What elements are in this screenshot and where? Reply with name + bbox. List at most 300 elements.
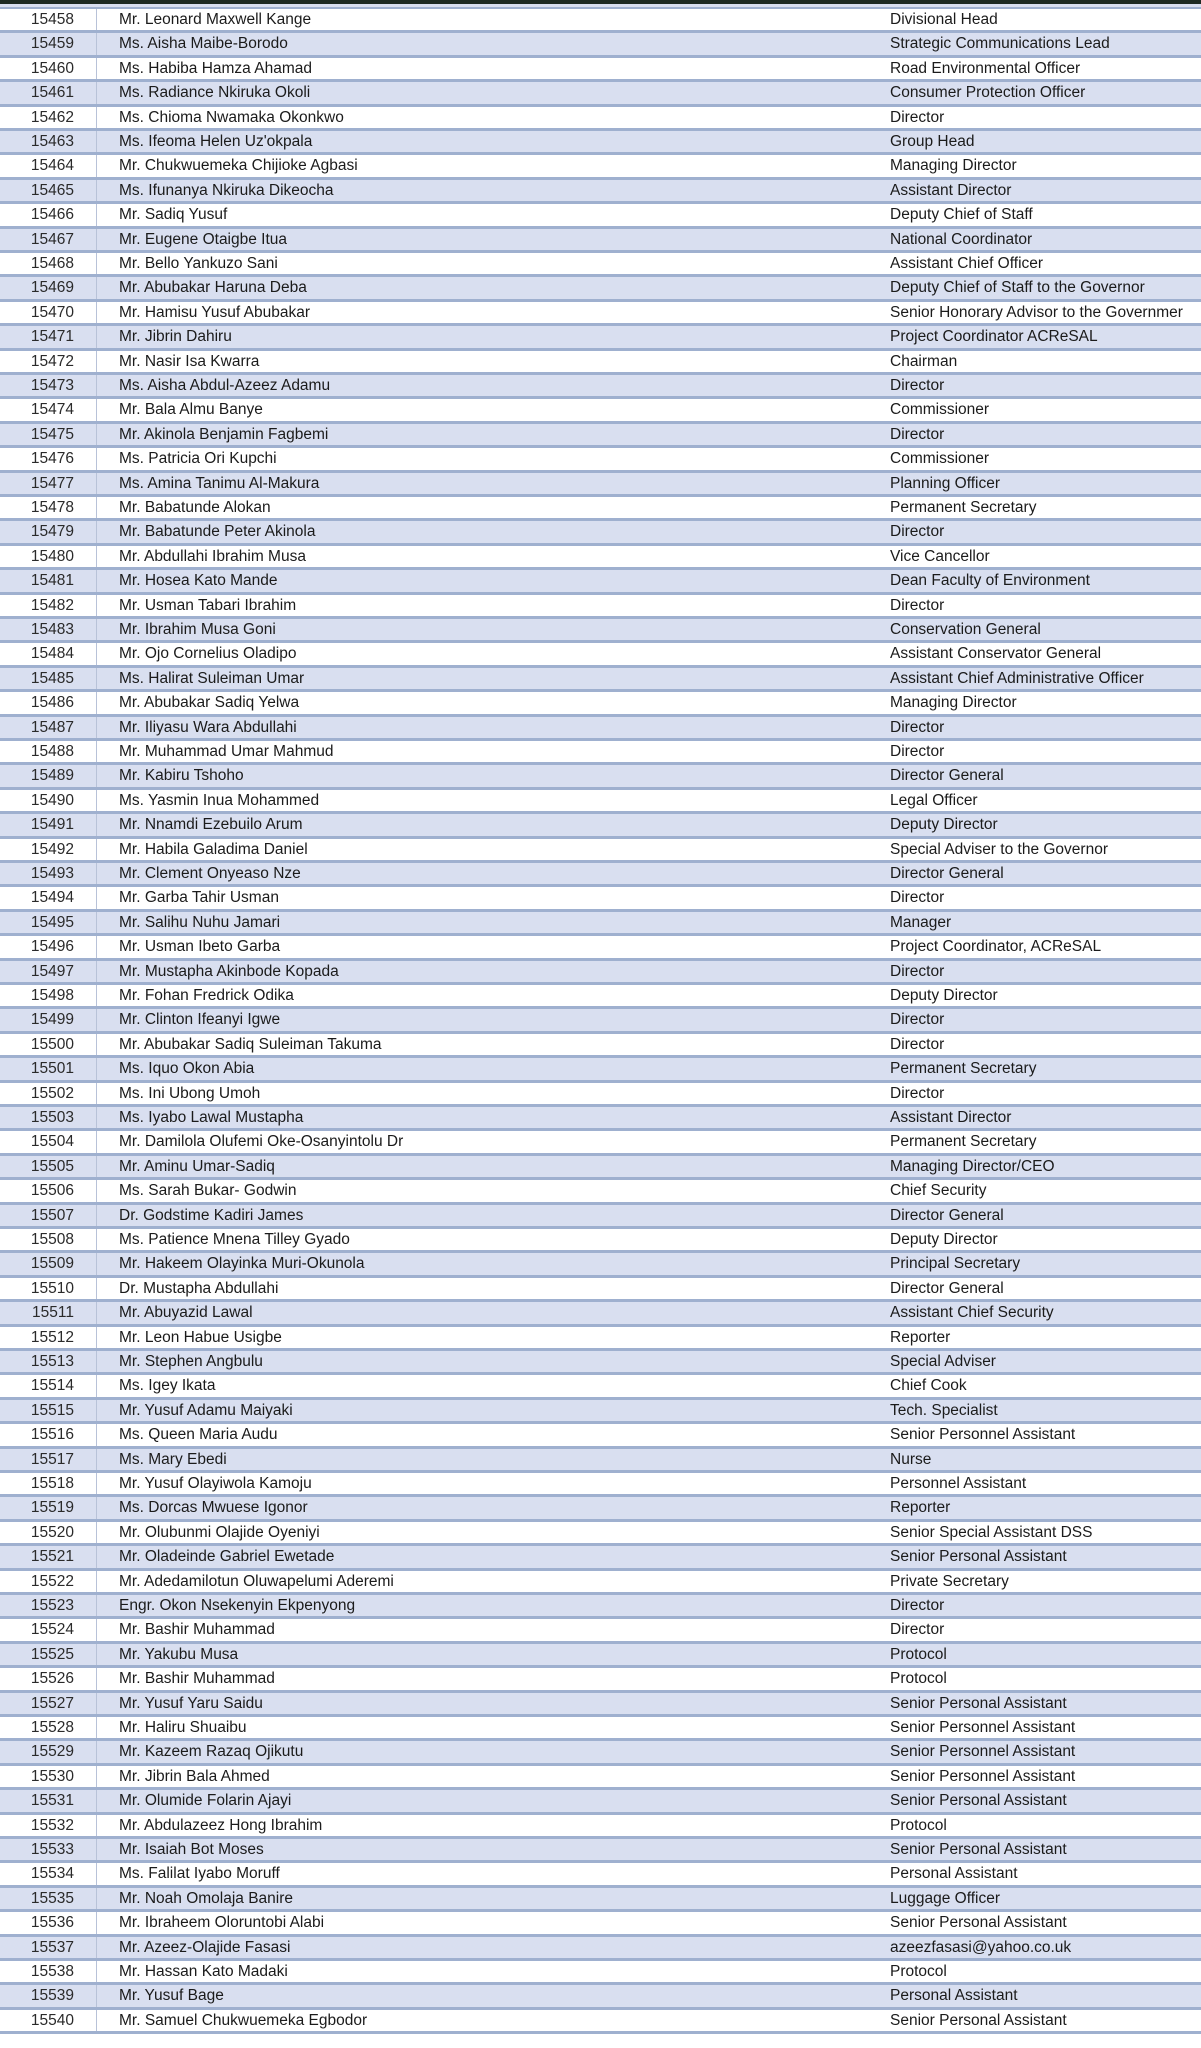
table-row[interactable] bbox=[0, 1034, 1201, 1058]
table-row[interactable] bbox=[0, 863, 1201, 887]
table-row[interactable] bbox=[0, 1278, 1201, 1302]
table-row[interactable] bbox=[0, 1985, 1201, 2009]
position-cell[interactable]: Senior Personnel Assistant bbox=[890, 1719, 1076, 1736]
row-number-cell[interactable]: 15460 bbox=[30, 59, 74, 77]
position-cell[interactable]: Planning Officer bbox=[890, 474, 1000, 492]
table-row[interactable] bbox=[0, 1790, 1201, 1814]
table-row[interactable] bbox=[0, 1083, 1201, 1107]
table-row[interactable] bbox=[0, 1497, 1201, 1521]
table-row[interactable] bbox=[0, 9, 1201, 33]
row-number-cell[interactable]: 15495 bbox=[30, 913, 74, 931]
table-row[interactable] bbox=[0, 1595, 1201, 1619]
name-cell[interactable]: Mr. Usman Ibeto Garba bbox=[96, 936, 884, 957]
name-cell[interactable]: Ms. Halirat Suleiman Umar bbox=[96, 668, 884, 689]
table-row[interactable] bbox=[0, 1912, 1201, 1936]
name-cell[interactable]: Mr. Noah Omolaja Banire bbox=[96, 1888, 884, 1909]
name-cell[interactable]: Mr. Babatunde Peter Akinola bbox=[96, 521, 884, 542]
table-row[interactable] bbox=[0, 961, 1201, 985]
name-cell[interactable]: Mr. Bashir Muhammad bbox=[96, 1619, 884, 1640]
row-number-cell[interactable]: 15483 bbox=[30, 621, 74, 638]
table-row[interactable] bbox=[0, 1180, 1201, 1204]
position-cell[interactable]: Permanent Secretary bbox=[890, 1060, 1037, 1078]
name-cell[interactable]: Mr. Hosea Kato Mande bbox=[96, 570, 884, 591]
table-row[interactable] bbox=[0, 1522, 1201, 1546]
position-cell[interactable]: Reporter bbox=[890, 1499, 951, 1517]
name-cell[interactable]: Dr. Godstime Kadiri James bbox=[96, 1205, 884, 1226]
table-row[interactable] bbox=[0, 58, 1201, 82]
name-cell[interactable]: Mr. Garba Tahir Usman bbox=[96, 887, 884, 908]
row-number-cell[interactable]: 15522 bbox=[30, 1572, 74, 1590]
position-cell[interactable]: Dean Faculty of Environment bbox=[890, 572, 1090, 590]
spreadsheet-table[interactable] bbox=[0, 4, 1201, 2048]
name-cell[interactable]: Mr. Jibrin Dahiru bbox=[96, 326, 884, 347]
table-row[interactable] bbox=[0, 546, 1201, 570]
row-number-cell[interactable]: 15467 bbox=[30, 230, 74, 248]
position-cell[interactable]: Protocol bbox=[890, 1963, 947, 1980]
table-row[interactable] bbox=[0, 1644, 1201, 1668]
row-number-cell[interactable]: 15506 bbox=[30, 1182, 74, 1200]
position-cell[interactable]: Assistant Chief Security bbox=[890, 1304, 1054, 1322]
row-number-cell[interactable]: 15480 bbox=[30, 547, 74, 565]
name-cell[interactable]: Ms. Habiba Hamza Ahamad bbox=[96, 58, 884, 79]
table-row[interactable] bbox=[0, 692, 1201, 716]
name-cell[interactable]: Ms. Dorcas Mwuese Igonor bbox=[96, 1497, 884, 1518]
table-row[interactable] bbox=[0, 1107, 1201, 1131]
name-cell[interactable]: Mr. Haliru Shuaibu bbox=[96, 1717, 884, 1738]
row-number-cell[interactable]: 15487 bbox=[30, 718, 74, 736]
name-cell[interactable]: Ms. Aisha Abdul-Azeez Adamu bbox=[96, 375, 884, 396]
table-row[interactable] bbox=[0, 1888, 1201, 1912]
position-cell[interactable]: Director bbox=[890, 1597, 945, 1614]
row-number-cell[interactable]: 15508 bbox=[30, 1231, 74, 1248]
position-cell[interactable]: Director General bbox=[890, 865, 1004, 882]
name-cell[interactable]: Mr. Abubakar Haruna Deba bbox=[96, 277, 884, 298]
name-cell[interactable]: Mr. Kabiru Tshoho bbox=[96, 765, 884, 786]
table-row[interactable] bbox=[0, 277, 1201, 301]
position-cell[interactable]: Director bbox=[890, 108, 945, 126]
table-row[interactable] bbox=[0, 741, 1201, 765]
position-cell[interactable]: Director General bbox=[890, 1206, 1004, 1224]
row-number-cell[interactable]: 15485 bbox=[30, 669, 74, 687]
position-cell[interactable]: Consumer Protection Officer bbox=[890, 84, 1086, 102]
position-cell[interactable]: Assistant Chief Officer bbox=[890, 255, 1044, 272]
position-cell[interactable]: National Coordinator bbox=[890, 230, 1033, 248]
row-number-cell[interactable]: 15475 bbox=[30, 425, 74, 443]
position-cell[interactable]: Private Secretary bbox=[890, 1572, 1009, 1590]
name-cell[interactable]: Mr. Babatunde Alokan bbox=[96, 497, 884, 518]
row-number-cell[interactable]: 15494 bbox=[30, 889, 74, 907]
name-cell[interactable]: Ms. Iyabo Lawal Mustapha bbox=[96, 1107, 884, 1128]
row-number-cell[interactable]: 15489 bbox=[30, 767, 74, 785]
position-cell[interactable]: Principal Secretary bbox=[890, 1255, 1021, 1273]
name-cell[interactable]: Mr. Clinton Ifeanyi Igwe bbox=[96, 1009, 884, 1030]
table-row[interactable] bbox=[0, 131, 1201, 155]
name-cell[interactable]: Mr. Bello Yankuzo Sani bbox=[96, 253, 884, 274]
position-cell[interactable]: Senior Personal Assistant bbox=[890, 1841, 1067, 1858]
table-row[interactable] bbox=[0, 1937, 1201, 1961]
name-cell[interactable]: Mr. Kazeem Razaq Ojikutu bbox=[96, 1741, 884, 1762]
row-number-cell[interactable]: 15465 bbox=[30, 181, 74, 199]
table-row[interactable] bbox=[0, 887, 1201, 911]
table-row[interactable] bbox=[0, 1156, 1201, 1180]
row-number-cell[interactable]: 15505 bbox=[30, 1157, 74, 1175]
name-cell[interactable]: Mr. Aminu Umar-Sadiq bbox=[96, 1156, 884, 1177]
name-cell[interactable]: Mr. Usman Tabari Ibrahim bbox=[96, 595, 884, 616]
name-cell[interactable]: Mr. Mustapha Akinbode Kopada bbox=[96, 961, 884, 982]
position-cell[interactable]: Managing Director/CEO bbox=[890, 1157, 1055, 1175]
position-cell[interactable]: Senior Personnel Assistant bbox=[890, 1767, 1076, 1785]
row-number-cell[interactable]: 15504 bbox=[30, 1133, 74, 1151]
position-cell[interactable]: Senior Personal Assistant bbox=[890, 1694, 1067, 1712]
table-row[interactable] bbox=[0, 619, 1201, 643]
row-number-cell[interactable]: 15517 bbox=[30, 1450, 74, 1468]
row-number-cell[interactable]: 15539 bbox=[30, 1987, 74, 2005]
position-cell[interactable]: Director bbox=[890, 889, 945, 907]
row-number-cell[interactable]: 15500 bbox=[30, 1035, 74, 1053]
row-number-cell[interactable]: 15486 bbox=[30, 694, 74, 712]
row-number-cell[interactable]: 15513 bbox=[30, 1353, 74, 1370]
row-number-cell[interactable]: 15509 bbox=[30, 1255, 74, 1273]
table-row[interactable] bbox=[0, 814, 1201, 838]
position-cell[interactable]: Deputy Director bbox=[890, 987, 998, 1004]
position-cell[interactable]: Commissioner bbox=[890, 401, 990, 419]
name-cell[interactable]: Mr. Jibrin Bala Ahmed bbox=[96, 1766, 884, 1787]
row-number-cell[interactable]: 15478 bbox=[30, 499, 74, 516]
position-cell[interactable]: Director bbox=[890, 962, 945, 980]
name-cell[interactable]: Ms. Chioma Nwamaka Okonkwo bbox=[96, 107, 884, 128]
row-number-cell[interactable]: 15499 bbox=[30, 1011, 74, 1029]
table-row[interactable] bbox=[0, 1375, 1201, 1399]
name-cell[interactable]: Mr. Clement Onyeaso Nze bbox=[96, 863, 884, 884]
position-cell[interactable]: Divisional Head bbox=[890, 11, 998, 28]
table-row[interactable] bbox=[0, 1741, 1201, 1765]
row-number-cell[interactable]: 15540 bbox=[30, 2011, 74, 2029]
table-row[interactable] bbox=[0, 1058, 1201, 1082]
row-number-cell[interactable]: 15493 bbox=[30, 865, 74, 882]
name-cell[interactable]: Ms. Ini Ubong Umoh bbox=[96, 1083, 884, 1104]
row-number-cell[interactable]: 15464 bbox=[30, 157, 74, 175]
name-cell[interactable]: Mr. Oladeinde Gabriel Ewetade bbox=[96, 1546, 884, 1567]
table-row[interactable] bbox=[0, 473, 1201, 497]
table-row[interactable] bbox=[0, 985, 1201, 1009]
row-number-cell[interactable]: 15528 bbox=[30, 1719, 74, 1736]
table-row[interactable] bbox=[0, 204, 1201, 228]
name-cell[interactable]: Mr. Azeez-Olajide Fasasi bbox=[96, 1937, 884, 1958]
row-number-cell[interactable]: 15516 bbox=[30, 1426, 74, 1444]
row-number-cell[interactable]: 15514 bbox=[30, 1377, 74, 1395]
row-number-cell[interactable]: 15491 bbox=[30, 816, 74, 834]
row-number-cell[interactable]: 15490 bbox=[30, 791, 74, 809]
position-cell[interactable]: Project Coordinator ACReSAL bbox=[890, 328, 1098, 346]
position-cell[interactable]: Senior Personal Assistant bbox=[890, 2011, 1067, 2029]
name-cell[interactable]: Ms. Igey Ikata bbox=[96, 1375, 884, 1396]
name-cell[interactable]: Ms. Patience Mnena Tilley Gyado bbox=[96, 1229, 884, 1250]
row-number-cell[interactable]: 15535 bbox=[30, 1889, 74, 1907]
table-row[interactable] bbox=[0, 1253, 1201, 1277]
position-cell[interactable]: Special Adviser to the Governor bbox=[890, 840, 1108, 858]
row-number-cell[interactable]: 15536 bbox=[30, 1914, 74, 1932]
position-cell[interactable]: Strategic Communications Lead bbox=[890, 35, 1110, 53]
row-number-cell[interactable]: 15473 bbox=[30, 377, 74, 394]
table-row[interactable] bbox=[0, 1839, 1201, 1863]
position-cell[interactable]: azeezfasasi@yahoo.co.uk bbox=[890, 1938, 1072, 1956]
name-cell[interactable]: Mr. Akinola Benjamin Fagbemi bbox=[96, 424, 884, 445]
name-cell[interactable]: Mr. Yusuf Adamu Maiyaki bbox=[96, 1400, 884, 1421]
table-row[interactable] bbox=[0, 229, 1201, 253]
row-number-cell[interactable]: 15476 bbox=[30, 450, 74, 468]
table-row[interactable] bbox=[0, 302, 1201, 326]
name-cell[interactable]: Mr. Yusuf Olayiwola Kamoju bbox=[96, 1473, 884, 1494]
position-cell[interactable]: Director bbox=[890, 1084, 945, 1102]
position-cell[interactable]: Protocol bbox=[890, 1645, 947, 1663]
table-row[interactable] bbox=[0, 253, 1201, 277]
name-cell[interactable]: Ms. Aisha Maibe-Borodo bbox=[96, 33, 884, 54]
position-cell[interactable]: Legal Officer bbox=[890, 791, 978, 809]
row-number-cell[interactable]: 15474 bbox=[30, 401, 74, 419]
position-cell[interactable]: Senior Personnel Assistant bbox=[890, 1743, 1076, 1761]
table-row[interactable] bbox=[0, 1863, 1201, 1887]
row-number-cell[interactable]: 15497 bbox=[30, 962, 74, 980]
row-number-cell[interactable]: 15530 bbox=[30, 1767, 74, 1785]
row-number-cell[interactable]: 15470 bbox=[30, 303, 74, 321]
position-cell[interactable]: Director bbox=[890, 596, 945, 614]
table-row[interactable] bbox=[0, 375, 1201, 399]
row-number-cell[interactable]: 15521 bbox=[30, 1548, 74, 1566]
name-cell[interactable]: Mr. Damilola Olufemi Oke-Osanyintolu Dr bbox=[96, 1131, 884, 1152]
row-number-cell[interactable]: 15461 bbox=[30, 84, 74, 102]
position-cell[interactable]: Senior Personnel Assistant bbox=[890, 1426, 1076, 1444]
position-cell[interactable]: Chief Security bbox=[890, 1182, 987, 1200]
position-cell[interactable]: Director bbox=[890, 523, 945, 541]
position-cell[interactable]: Chief Cook bbox=[890, 1377, 967, 1395]
name-cell[interactable]: Mr. Nnamdi Ezebuilo Arum bbox=[96, 814, 884, 835]
position-cell[interactable]: Nurse bbox=[890, 1450, 932, 1468]
table-row[interactable] bbox=[0, 1815, 1201, 1839]
position-cell[interactable]: Protocol bbox=[890, 1670, 947, 1688]
row-number-cell[interactable]: 15507 bbox=[30, 1206, 74, 1224]
table-row[interactable] bbox=[0, 1302, 1201, 1326]
position-cell[interactable]: Managing Director bbox=[890, 157, 1017, 175]
row-number-cell[interactable]: 15518 bbox=[30, 1475, 74, 1492]
table-row[interactable] bbox=[0, 595, 1201, 619]
table-row[interactable] bbox=[0, 399, 1201, 423]
position-cell[interactable]: Managing Director bbox=[890, 694, 1017, 712]
name-cell[interactable]: Mr. Olubunmi Olajide Oyeniyi bbox=[96, 1522, 884, 1543]
table-row[interactable] bbox=[0, 33, 1201, 57]
name-cell[interactable]: Mr. Leon Habue Usigbe bbox=[96, 1327, 884, 1348]
name-cell[interactable]: Ms. Ifeoma Helen Uz'okpala bbox=[96, 131, 884, 152]
position-cell[interactable]: Director bbox=[890, 425, 945, 443]
name-cell[interactable]: Engr. Okon Nsekenyin Ekpenyong bbox=[96, 1595, 884, 1616]
table-row[interactable] bbox=[0, 82, 1201, 106]
name-cell[interactable]: Mr. Stephen Angbulu bbox=[96, 1351, 884, 1372]
table-row[interactable] bbox=[0, 448, 1201, 472]
row-number-cell[interactable]: 15477 bbox=[30, 474, 74, 492]
row-number-cell[interactable]: 15525 bbox=[30, 1645, 74, 1663]
row-number-cell[interactable]: 15468 bbox=[30, 255, 74, 272]
name-cell[interactable]: Mr. Fohan Fredrick Odika bbox=[96, 985, 884, 1006]
name-cell[interactable]: Ms. Mary Ebedi bbox=[96, 1449, 884, 1470]
name-cell[interactable]: Mr. Chukwuemeka Chijioke Agbasi bbox=[96, 155, 884, 176]
row-number-cell[interactable]: 15458 bbox=[30, 11, 74, 28]
table-row[interactable] bbox=[0, 1131, 1201, 1155]
name-cell[interactable]: Mr. Muhammad Umar Mahmud bbox=[96, 741, 884, 762]
position-cell[interactable]: Assistant Chief Administrative Officer bbox=[890, 669, 1144, 687]
name-cell[interactable]: Mr. Ibrahim Musa Goni bbox=[96, 619, 884, 640]
name-cell[interactable]: Mr. Leonard Maxwell Kange bbox=[96, 9, 884, 30]
row-number-cell[interactable]: 15510 bbox=[30, 1279, 74, 1297]
position-cell[interactable]: Permanent Secretary bbox=[890, 499, 1037, 516]
name-cell[interactable]: Mr. Ojo Cornelius Oladipo bbox=[96, 643, 884, 664]
table-row[interactable] bbox=[0, 790, 1201, 814]
row-number-cell[interactable]: 15492 bbox=[30, 840, 74, 858]
row-number-cell[interactable]: 15524 bbox=[30, 1621, 74, 1639]
table-row[interactable] bbox=[0, 1351, 1201, 1375]
position-cell[interactable]: Senior Special Assistant DSS bbox=[890, 1523, 1093, 1541]
position-cell[interactable]: Director General bbox=[890, 767, 1004, 785]
name-cell[interactable]: Mr. Yakubu Musa bbox=[96, 1644, 884, 1665]
position-cell[interactable]: Protocol bbox=[890, 1816, 947, 1834]
row-number-cell[interactable]: 15511 bbox=[32, 1304, 74, 1322]
position-cell[interactable]: Manager bbox=[890, 913, 952, 931]
name-cell[interactable]: Mr. Habila Galadima Daniel bbox=[96, 839, 884, 860]
table-row[interactable] bbox=[0, 1668, 1201, 1692]
row-number-cell[interactable]: 15488 bbox=[30, 743, 74, 760]
row-number-cell[interactable]: 15520 bbox=[30, 1523, 74, 1541]
position-cell[interactable]: Senior Personal Assistant bbox=[890, 1792, 1067, 1810]
table-row[interactable] bbox=[0, 1961, 1201, 1985]
table-row[interactable] bbox=[0, 351, 1201, 375]
name-cell[interactable]: Dr. Mustapha Abdullahi bbox=[96, 1278, 884, 1299]
position-cell[interactable]: Senior Honorary Advisor to the Governmer bbox=[890, 303, 1183, 321]
table-row[interactable] bbox=[0, 765, 1201, 789]
name-cell[interactable]: Mr. Adedamilotun Oluwapelumi Aderemi bbox=[96, 1571, 884, 1592]
name-cell[interactable]: Mr. Ibraheem Oloruntobi Alabi bbox=[96, 1912, 884, 1933]
name-cell[interactable]: Ms. Falilat Iyabo Moruff bbox=[96, 1863, 884, 1884]
row-number-cell[interactable]: 15529 bbox=[30, 1743, 74, 1761]
row-number-cell[interactable]: 15484 bbox=[30, 645, 74, 663]
position-cell[interactable]: Director bbox=[890, 1621, 945, 1639]
position-cell[interactable]: Assistant Director bbox=[890, 181, 1012, 199]
table-row[interactable] bbox=[0, 180, 1201, 204]
table-row[interactable] bbox=[0, 1693, 1201, 1717]
row-number-cell[interactable]: 15501 bbox=[30, 1060, 74, 1078]
name-cell[interactable]: Mr. Samuel Chukwuemeka Egbodor bbox=[96, 2010, 884, 2031]
position-cell[interactable]: Personal Assistant bbox=[890, 1987, 1018, 2005]
row-number-cell[interactable]: 15532 bbox=[30, 1816, 74, 1834]
position-cell[interactable]: Director bbox=[890, 377, 945, 394]
table-row[interactable] bbox=[0, 912, 1201, 936]
position-cell[interactable]: Senior Personal Assistant bbox=[890, 1548, 1067, 1566]
name-cell[interactable]: Ms. Queen Maria Audu bbox=[96, 1424, 884, 1445]
name-cell[interactable]: Mr. Yusuf Bage bbox=[96, 1985, 884, 2006]
name-cell[interactable]: Mr. Abdullahi Ibrahim Musa bbox=[96, 546, 884, 567]
position-cell[interactable]: Deputy Director bbox=[890, 1231, 998, 1248]
position-cell[interactable]: Chairman bbox=[890, 352, 958, 370]
name-cell[interactable]: Mr. Abubakar Sadiq Yelwa bbox=[96, 692, 884, 713]
position-cell[interactable]: Group Head bbox=[890, 133, 975, 150]
row-number-cell[interactable]: 15527 bbox=[30, 1694, 74, 1712]
position-cell[interactable]: Permanent Secretary bbox=[890, 1133, 1037, 1151]
name-cell[interactable]: Mr. Abdulazeez Hong Ibrahim bbox=[96, 1815, 884, 1836]
name-cell[interactable]: Ms. Sarah Bukar- Godwin bbox=[96, 1180, 884, 1201]
row-number-cell[interactable]: 15531 bbox=[30, 1792, 74, 1810]
name-cell[interactable]: Mr. Sadiq Yusuf bbox=[96, 204, 884, 225]
table-row[interactable] bbox=[0, 936, 1201, 960]
table-row[interactable] bbox=[0, 424, 1201, 448]
name-cell[interactable]: Ms. Yasmin Inua Mohammed bbox=[96, 790, 884, 811]
table-row[interactable] bbox=[0, 2010, 1201, 2034]
table-row[interactable] bbox=[0, 1424, 1201, 1448]
row-number-cell[interactable]: 15479 bbox=[30, 523, 74, 541]
position-cell[interactable]: Director bbox=[890, 718, 945, 736]
name-cell[interactable]: Ms. Patricia Ori Kupchi bbox=[96, 448, 884, 469]
row-number-cell[interactable]: 15471 bbox=[30, 328, 74, 346]
position-cell[interactable]: Director bbox=[890, 1035, 945, 1053]
row-number-cell[interactable]: 15537 bbox=[30, 1938, 74, 1956]
row-number-cell[interactable]: 15498 bbox=[30, 987, 74, 1004]
position-cell[interactable]: Personal Assistant bbox=[890, 1865, 1018, 1883]
row-number-cell[interactable]: 15523 bbox=[30, 1597, 74, 1614]
position-cell[interactable]: Personnel Assistant bbox=[890, 1475, 1027, 1492]
position-cell[interactable]: Special Adviser bbox=[890, 1353, 996, 1370]
table-row[interactable] bbox=[0, 497, 1201, 521]
name-cell[interactable]: Mr. Olumide Folarin Ajayi bbox=[96, 1790, 884, 1811]
position-cell[interactable]: Director General bbox=[890, 1279, 1004, 1297]
table-row[interactable] bbox=[0, 668, 1201, 692]
row-number-cell[interactable]: 15533 bbox=[30, 1841, 74, 1858]
table-row[interactable] bbox=[0, 1229, 1201, 1253]
name-cell[interactable]: Mr. Bala Almu Banye bbox=[96, 399, 884, 420]
table-row[interactable] bbox=[0, 1327, 1201, 1351]
position-cell[interactable]: Tech. Specialist bbox=[890, 1401, 998, 1419]
name-cell[interactable]: Mr. Hamisu Yusuf Abubakar bbox=[96, 302, 884, 323]
row-number-cell[interactable]: 15496 bbox=[30, 938, 74, 956]
position-cell[interactable]: Director bbox=[890, 1011, 945, 1029]
position-cell[interactable]: Luggage Officer bbox=[890, 1889, 1001, 1907]
name-cell[interactable]: Mr. Abubakar Sadiq Suleiman Takuma bbox=[96, 1034, 884, 1055]
name-cell[interactable]: Ms. Iquo Okon Abia bbox=[96, 1058, 884, 1079]
row-number-cell[interactable]: 15469 bbox=[30, 279, 74, 297]
row-number-cell[interactable]: 15534 bbox=[30, 1865, 74, 1883]
row-number-cell[interactable]: 15463 bbox=[30, 133, 74, 150]
name-cell[interactable]: Mr. Nasir Isa Kwarra bbox=[96, 351, 884, 372]
position-cell[interactable]: Deputy Director bbox=[890, 816, 998, 834]
position-cell[interactable]: Deputy Chief of Staff bbox=[890, 206, 1033, 224]
row-number-cell[interactable]: 15538 bbox=[30, 1963, 74, 1980]
row-number-cell[interactable]: 15462 bbox=[30, 108, 74, 126]
table-row[interactable] bbox=[0, 1449, 1201, 1473]
row-number-cell[interactable]: 15519 bbox=[30, 1499, 74, 1517]
table-row[interactable] bbox=[0, 1473, 1201, 1497]
table-row[interactable] bbox=[0, 1009, 1201, 1033]
table-row[interactable] bbox=[0, 326, 1201, 350]
row-number-cell[interactable]: 15502 bbox=[30, 1084, 74, 1102]
row-number-cell[interactable]: 15526 bbox=[30, 1670, 74, 1688]
name-cell[interactable]: Ms. Radiance Nkiruka Okoli bbox=[96, 82, 884, 103]
table-row[interactable] bbox=[0, 1766, 1201, 1790]
name-cell[interactable]: Mr. Yusuf Yaru Saidu bbox=[96, 1693, 884, 1714]
table-row[interactable] bbox=[0, 1619, 1201, 1643]
name-cell[interactable]: Mr. Hassan Kato Madaki bbox=[96, 1961, 884, 1982]
table-row[interactable] bbox=[0, 1205, 1201, 1229]
name-cell[interactable]: Mr. Isaiah Bot Moses bbox=[96, 1839, 884, 1860]
table-row[interactable] bbox=[0, 717, 1201, 741]
table-row[interactable] bbox=[0, 1546, 1201, 1570]
name-cell[interactable]: Ms. Amina Tanimu Al-Makura bbox=[96, 473, 884, 494]
position-cell[interactable]: Deputy Chief of Staff to the Governor bbox=[890, 279, 1145, 297]
table-row[interactable] bbox=[0, 1400, 1201, 1424]
